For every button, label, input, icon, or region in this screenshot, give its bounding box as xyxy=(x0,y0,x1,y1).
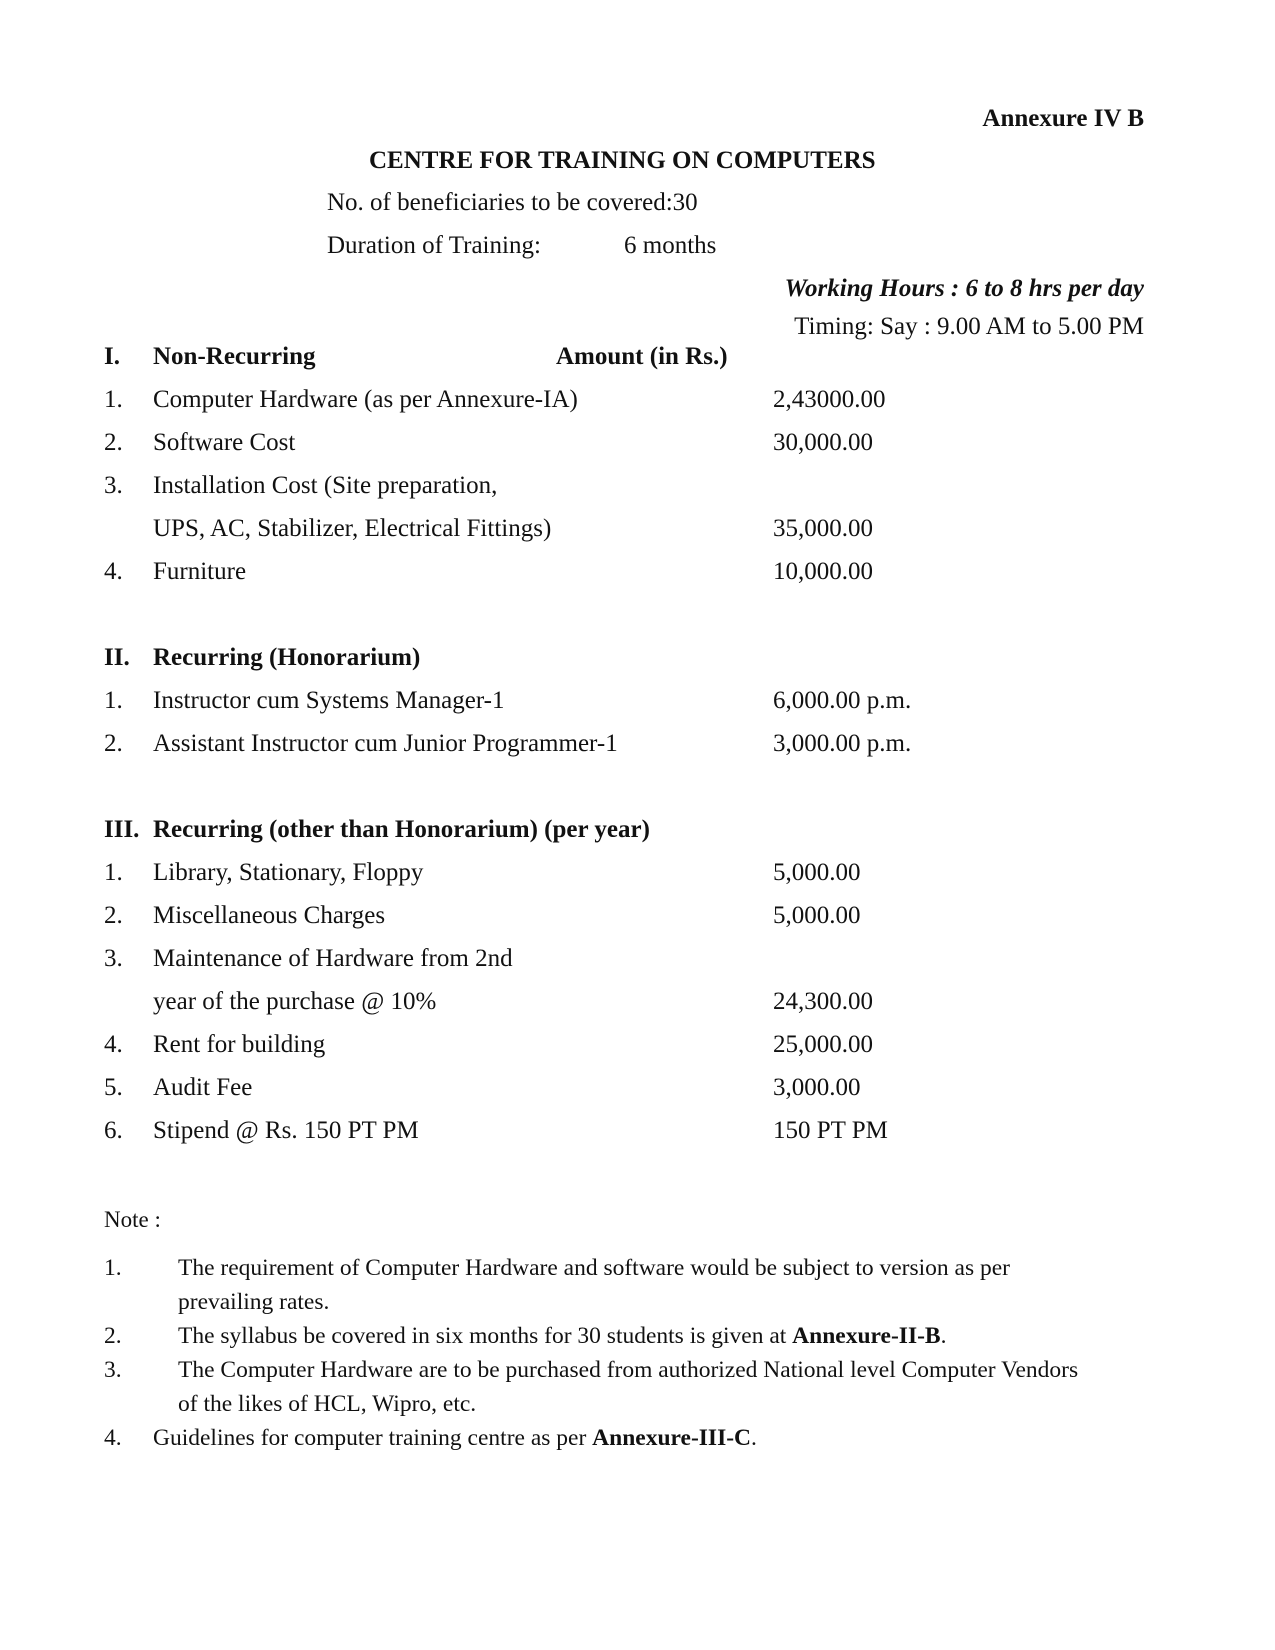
note-number: 4. xyxy=(104,1425,122,1451)
working-hours: Working Hours : 6 to 8 hrs per day xyxy=(784,275,1144,302)
page-title: CENTRE FOR TRAINING ON COMPUTERS xyxy=(369,147,876,174)
item-label: Library, Stationary, Floppy xyxy=(153,859,424,886)
section-numeral: I. xyxy=(104,343,120,370)
item-label: Furniture xyxy=(153,558,247,585)
item-amount: 6,000.00 p.m. xyxy=(773,687,912,714)
table-row xyxy=(0,471,1275,501)
item-amount: 3,000.00 p.m. xyxy=(773,730,912,757)
item-amount: 25,000.00 xyxy=(773,1031,873,1058)
item-number: 1. xyxy=(104,859,123,886)
note-text-tail: . xyxy=(940,1323,947,1349)
item-label: Maintenance of Hardware from 2nd xyxy=(153,945,513,972)
item-number: 1. xyxy=(104,687,123,714)
item-number: 3. xyxy=(104,945,123,972)
item-amount: 5,000.00 xyxy=(773,859,861,886)
item-label: Miscellaneous Charges xyxy=(153,902,386,929)
section-heading-recurring-honorarium xyxy=(0,643,1275,673)
item-amount: 30,000.00 xyxy=(773,429,873,456)
item-amount: 24,300.00 xyxy=(773,988,873,1015)
item-number: 5. xyxy=(104,1074,123,1101)
item-label-continued: UPS, AC, Stabilizer, Electrical Fittings) xyxy=(153,515,552,542)
item-amount: 5,000.00 xyxy=(773,902,861,929)
table-row xyxy=(0,729,1275,759)
amount-column-header: Amount (in Rs.) xyxy=(556,343,728,370)
item-label: Audit Fee xyxy=(153,1074,253,1101)
table-row xyxy=(0,858,1275,888)
item-number: 2. xyxy=(104,429,123,456)
table-row-continuation xyxy=(0,514,1275,544)
table-row xyxy=(0,1116,1275,1146)
item-number: 1. xyxy=(104,386,123,413)
item-label: Software Cost xyxy=(153,429,296,456)
item-amount: 10,000.00 xyxy=(773,558,873,585)
table-row-continuation xyxy=(0,987,1275,1017)
table-row xyxy=(0,557,1275,587)
item-label: Computer Hardware (as per Annexure-IA) xyxy=(153,386,578,413)
item-amount: 3,000.00 xyxy=(773,1074,861,1101)
item-amount: 150 PT PM xyxy=(773,1117,888,1144)
table-row xyxy=(0,944,1275,974)
section-numeral: III. xyxy=(104,816,140,843)
item-label: Installation Cost (Site preparation, xyxy=(153,472,498,499)
note-text: Guidelines for computer training centre as per xyxy=(153,1425,593,1451)
section-heading-recurring-other xyxy=(0,815,1275,845)
item-label-continued: year of the purchase @ 10% xyxy=(153,988,437,1015)
table-row xyxy=(0,428,1275,458)
item-number: 3. xyxy=(104,472,123,499)
beneficiaries-line: No. of beneficiaries to be covered:30 xyxy=(327,189,698,216)
annexure-reference: Annexure-II-B xyxy=(792,1323,941,1349)
item-number: 6. xyxy=(104,1117,123,1144)
section-title: Non-Recurring xyxy=(153,343,316,370)
note-text-container xyxy=(178,1319,1098,1353)
note-label: Note : xyxy=(104,1207,161,1232)
section-heading-non-recurring xyxy=(0,342,1275,372)
note-number: 1. xyxy=(104,1255,122,1281)
note-number: 3. xyxy=(104,1357,122,1383)
duration-value: 6 months xyxy=(624,232,717,259)
note-text: The requirement of Computer Hardware and software would be subject to version as per prevailing rates. xyxy=(178,1255,1011,1315)
table-row xyxy=(0,1073,1275,1103)
note-number: 2. xyxy=(104,1323,122,1349)
section-title: Recurring (Honorarium) xyxy=(153,644,421,671)
item-label: Rent for building xyxy=(153,1031,326,1058)
item-label: Stipend @ Rs. 150 PT PM xyxy=(153,1117,419,1144)
table-row xyxy=(0,901,1275,931)
note-text-tail: . xyxy=(751,1425,757,1451)
item-number: 4. xyxy=(104,558,123,585)
note-text: The syllabus be covered in six months for 30 students is given at xyxy=(178,1323,793,1349)
duration-label: Duration of Training: xyxy=(327,232,541,259)
annexure-reference: Annexure-III-C xyxy=(592,1425,752,1451)
item-number: 2. xyxy=(104,730,123,757)
section-numeral: II. xyxy=(104,644,130,671)
table-row xyxy=(0,385,1275,415)
note-text-container xyxy=(153,1421,1073,1455)
note-text: The Computer Hardware are to be purchased from authorized National level Computer Vendors of the likes of HCL, Wipro, etc. xyxy=(178,1357,1079,1417)
annexure-label: Annexure IV B xyxy=(982,105,1144,132)
item-number: 2. xyxy=(104,902,123,929)
table-row xyxy=(0,686,1275,716)
item-label: Assistant Instructor cum Junior Programmer-1 xyxy=(153,730,618,757)
section-title: Recurring (other than Honorarium) (per year) xyxy=(153,816,650,843)
table-row xyxy=(0,1030,1275,1060)
item-number: 4. xyxy=(104,1031,123,1058)
item-label: Instructor cum Systems Manager-1 xyxy=(153,687,505,714)
timing-line: Timing: Say : 9.00 AM to 5.00 PM xyxy=(794,313,1144,340)
item-amount: 35,000.00 xyxy=(773,515,873,542)
item-amount: 2,43000.00 xyxy=(773,386,886,413)
